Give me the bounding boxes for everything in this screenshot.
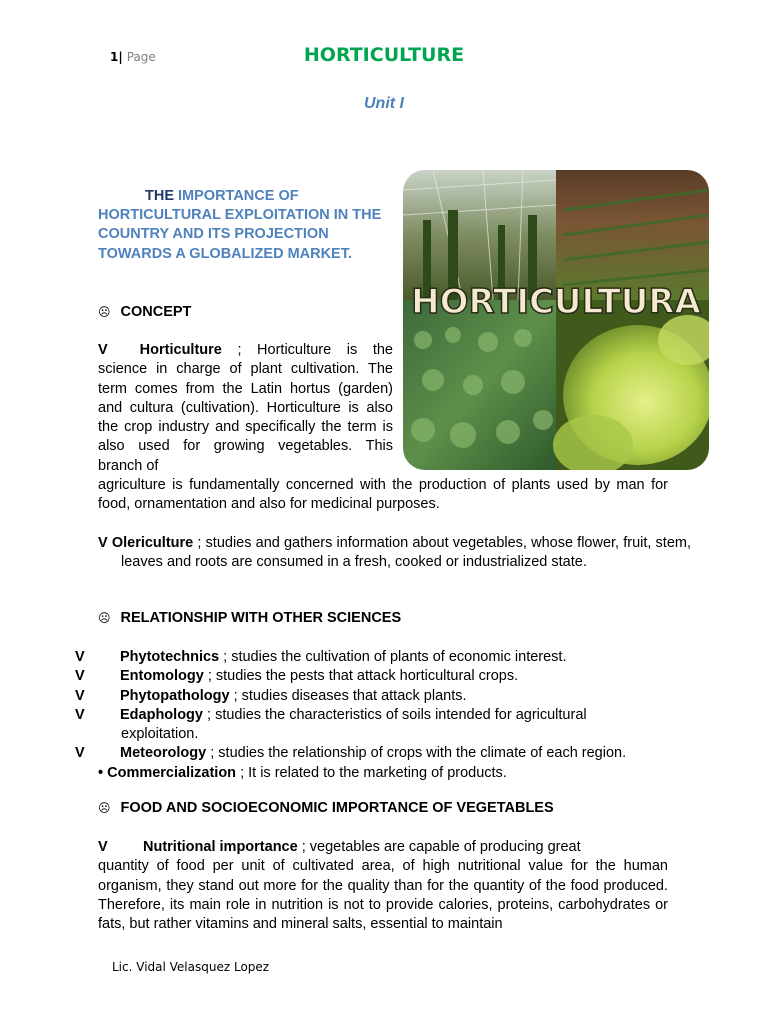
list-bullet: • (98, 764, 104, 781)
list-bullet: V (75, 745, 85, 762)
horticulture-paragraph-continued: agriculture is fundamentally concerned with the production of plants used by man for food, ornamentation and also for medicinal purposes. (98, 477, 668, 513)
nutritional-text-1: ; vegetables are capable of producing great (301, 839, 581, 855)
horticulture-image (403, 170, 709, 470)
olericulture-text: ; studies and gathers information about vegetables, whose flower, fruit, stem, leaves and roots are consumed in a fresh, cooked or industrialized state. (121, 535, 692, 571)
sad-face-icon: ☹ (98, 801, 111, 815)
concept-heading (98, 304, 191, 320)
list-bullet: V (98, 839, 108, 855)
relationship-heading (98, 610, 401, 626)
olericulture-paragraph (98, 534, 691, 573)
page-label: Page (126, 50, 156, 64)
page-number-separator: | (118, 50, 123, 64)
list-bullet: V (98, 535, 108, 551)
term: Phytotechnics (120, 649, 220, 665)
list-bullet: V (75, 706, 85, 723)
definition: ; studies the cultivation of plants of economic interest. (223, 649, 567, 665)
relationship-list (75, 648, 668, 783)
food-heading (98, 800, 554, 816)
list-item (75, 667, 668, 686)
term-olericulture: Olericulture (111, 535, 194, 551)
list-bullet: V (75, 649, 85, 665)
unit-title: Unit I (364, 95, 404, 112)
horticulture-text-1: ; Horticulture is the science in charge of plant cultivation. The term comes from the Latin hortus (garden) and cultura (cultivation). Horticulture is also the crop industry and specifically the term is also used for growing vegetables. This branch of (98, 342, 393, 474)
term: Edaphology (120, 706, 203, 723)
list-bullet: V (75, 668, 85, 685)
page-number-value: 1 (110, 50, 119, 64)
list-bullet: V (75, 687, 85, 704)
list-item (98, 764, 668, 783)
section-heading (98, 187, 398, 264)
sad-face-icon: ☹ (98, 611, 111, 625)
document-title: HORTICULTURE (303, 44, 465, 66)
concept-heading-text: CONCEPT (120, 304, 192, 320)
term-nutritional-importance: Nutritional importance (143, 839, 298, 855)
definition: ; studies diseases that attack plants. (233, 687, 467, 704)
nutritional-paragraph (98, 838, 668, 934)
list-bullet: V (98, 342, 108, 358)
image-caption-word: HORTICULTURA (411, 282, 701, 322)
definition: ; studies the characteristics of soils intended for agricultural exploitation. (121, 706, 587, 743)
term: Entomology (120, 668, 204, 685)
relationship-heading-text: RELATIONSHIP WITH OTHER SCIENCES (120, 610, 402, 626)
list-item (75, 648, 668, 667)
definition: ; studies the relationship of crops with the climate of each region. (210, 745, 627, 762)
horticulture-paragraph (98, 341, 393, 476)
term-horticulture: Horticulture (139, 342, 222, 358)
footer-author: Lic. Vidal Velasquez Lopez (112, 960, 270, 974)
list-item (75, 687, 668, 706)
heading-rest: IMPORTANCE OF HORTICULTURAL EXPLOITATION IN THE COUNTRY AND ITS PROJECTION TOWARDS A GLOBALIZED MARKET. (98, 188, 382, 262)
term: Commercialization (107, 764, 237, 781)
nutritional-text-2: quantity of food per unit of cultivated area, of high nutritional value for the human organism, they stand out more for the quality than for the quantity of the food produced. Therefore, its main role in nutrition is not to provide calories, proteins, carbohydrates or fats, but rather vitamins and mineral salts, essential to maintain (98, 858, 668, 933)
sad-face-icon: ☹ (98, 305, 111, 319)
heading-prefix: THE (145, 188, 174, 204)
food-heading-text: FOOD AND SOCIOECONOMIC IMPORTANCE OF VEGETABLES (120, 800, 554, 816)
list-item (75, 744, 668, 763)
term: Meteorology (120, 745, 207, 762)
definition: ; studies the pests that attack horticultural crops. (207, 668, 519, 685)
term: Phytopathology (120, 687, 230, 704)
definition: ; It is related to the marketing of products. (240, 764, 507, 781)
list-item (75, 706, 668, 745)
